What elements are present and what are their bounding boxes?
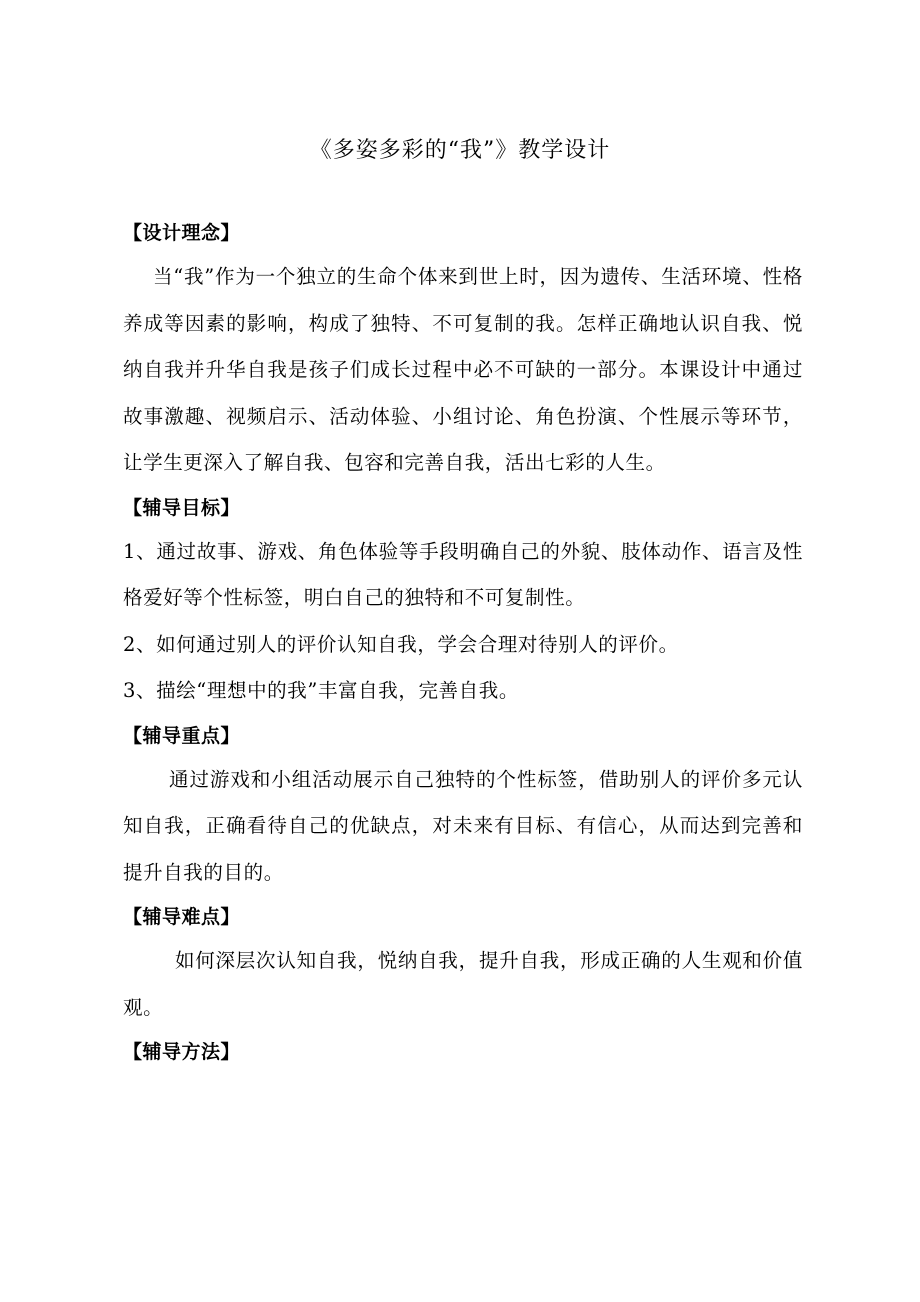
design-concept-paragraph: 当“我”作为一个独立的生命个体来到世上时，因为遗传、生活环境、性格养成等因素的影响，构成了独特、不可复制的我。怎样正确地认识自我、悦纳自我并升华自我是孩子们成长过程中必不可缺的一部分。本课设计中通过故事激趣、视频启示、活动体验、小组讨论、角色扮演、个性展示等环节，让学生更深入了解自我、包容和完善自我，活出七彩的人生。 (123, 265, 803, 474)
section-heading-goals: 【辅导目标】 (123, 496, 241, 519)
goal-item: 3、描绘“理想中的我”丰富自我，完善自我。 (123, 679, 519, 702)
section-heading-key-points: 【辅导重点】 (123, 724, 241, 747)
key-points-paragraph: 通过游戏和小组活动展示自己独特的个性标签，借助别人的评价多元认知自我，正确看待自己的优缺点，对未来有目标、有信心，从而达到完善和提升自我的目的。 (123, 767, 803, 884)
difficulties-paragraph: 如何深层次认知自我，悦纳自我，提升自我，形成正确的人生观和价值观。 (123, 949, 803, 1019)
goal-item: 2、如何通过别人的评价认知自我，学会合理对待别人的评价。 (123, 632, 679, 656)
section-heading-design-concept: 【设计理念】 (123, 222, 241, 244)
section-heading-methods: 【辅导方法】 (123, 1041, 241, 1063)
document-title: 《多姿多彩的“我”》教学设计 (309, 137, 611, 163)
goal-item: 1、通过故事、游戏、角色体验等手段明确自己的外貌、肢体动作、语言及性格爱好等个性标签，明白自己的独特和不可复制性。 (123, 539, 803, 609)
section-heading-difficulties: 【辅导难点】 (123, 906, 241, 928)
document-body (123, 212, 803, 1073)
